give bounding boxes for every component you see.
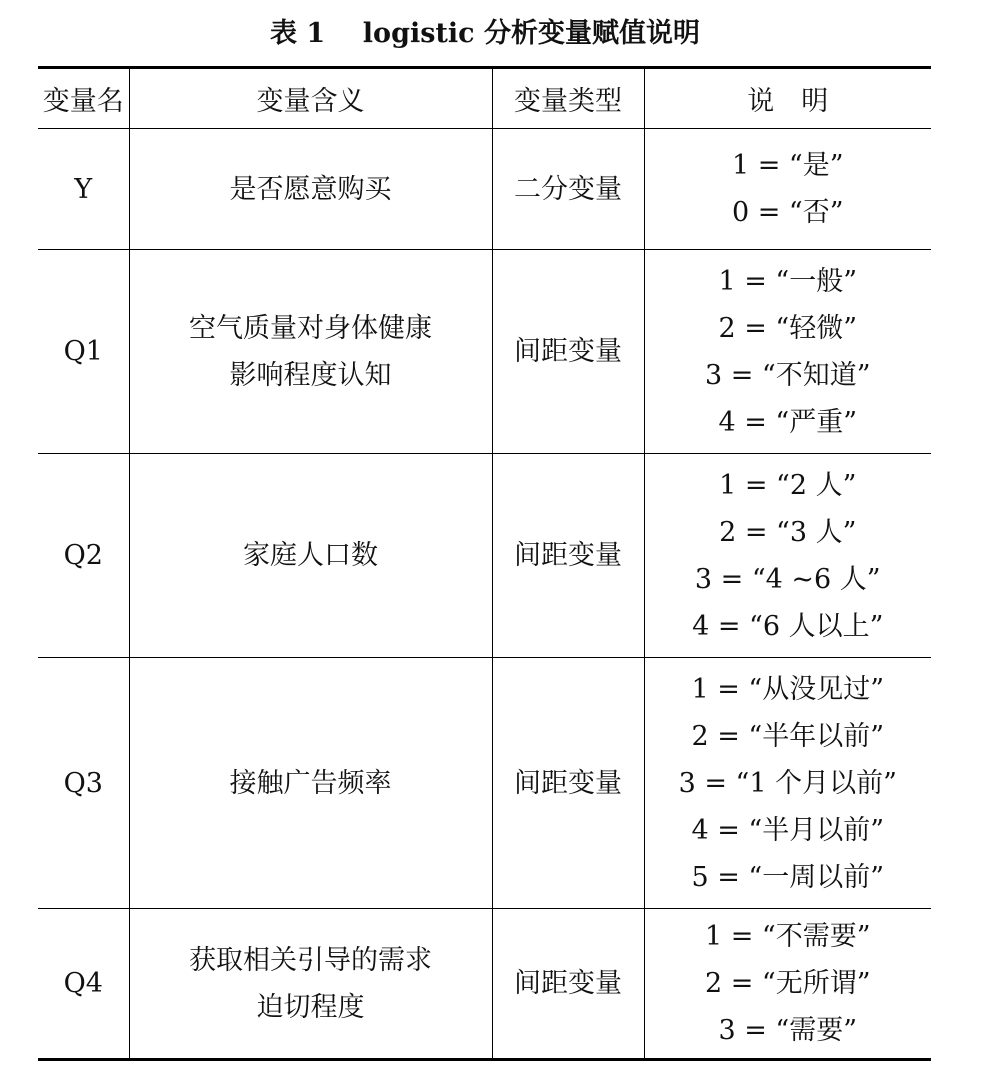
variable-assignment-table — [38, 66, 931, 1061]
header-description: 说 明 — [644, 68, 931, 129]
variable-name-cell: Q1 — [38, 250, 129, 454]
variable-type-cell: 间距变量 — [492, 250, 644, 454]
value-line: 1 = “从没见过” — [691, 673, 885, 705]
value-line: 1 = “一般” — [718, 265, 858, 297]
variable-type-cell: 间距变量 — [492, 909, 644, 1060]
variable-meaning-cell: 接触广告频率 — [129, 658, 492, 909]
header-variable-meaning: 变量含义 — [129, 68, 492, 129]
header-variable-type: 变量类型 — [492, 68, 644, 129]
variable-name-cell: Y — [38, 129, 129, 250]
value-line: 3 = “4 ~6 人” — [694, 563, 881, 595]
header-row — [38, 68, 931, 129]
variable-name-cell: Q4 — [38, 909, 129, 1060]
value-description-cell — [644, 250, 931, 454]
variable-meaning-cell: 是否愿意购买 — [129, 129, 492, 250]
value-line: 1 = “不需要” — [704, 921, 871, 952]
value-description-cell — [644, 129, 931, 250]
variable-type-cell: 二分变量 — [492, 129, 644, 250]
variable-meaning-cell: 家庭人口数 — [129, 454, 492, 658]
table-row — [38, 909, 931, 1060]
value-line: 2 = “无所谓” — [704, 968, 871, 999]
value-line: 4 = “严重” — [718, 406, 858, 438]
value-line: 2 = “轻微” — [718, 312, 858, 344]
value-line: 1 = “2 人” — [719, 469, 857, 501]
table-row — [38, 250, 931, 454]
value-line: 4 = “半月以前” — [691, 814, 885, 846]
value-line: 1 = “是” — [731, 150, 844, 181]
table-row — [38, 129, 931, 250]
value-description-cell — [644, 658, 931, 909]
value-line: 2 = “半年以前” — [691, 720, 885, 752]
table-caption: 表 1 logistic 分析变量赋值说明 — [270, 18, 700, 49]
value-line: 4 = “6 人以上” — [692, 610, 884, 642]
value-line: 3 = “不知道” — [704, 359, 871, 391]
variable-type-cell: 间距变量 — [492, 454, 644, 658]
variable-meaning-cell: 获取相关引导的需求 迫切程度 — [129, 909, 492, 1060]
value-line: 0 = “否” — [731, 197, 844, 228]
variable-name-cell: Q2 — [38, 454, 129, 658]
value-line: 2 = “3 人” — [719, 516, 857, 548]
value-description-cell — [644, 909, 931, 1060]
value-line: 3 = “需要” — [718, 1015, 858, 1046]
table-row — [38, 454, 931, 658]
variable-meaning-cell: 空气质量对身体健康 影响程度认知 — [129, 250, 492, 454]
value-line: 3 = “1 个月以前” — [678, 767, 897, 799]
variable-type-cell: 间距变量 — [492, 658, 644, 909]
value-description-cell — [644, 454, 931, 658]
header-variable-name: 变量名 — [42, 86, 124, 117]
variable-name-cell: Q3 — [38, 658, 129, 909]
value-line: 5 = “一周以前” — [691, 861, 885, 893]
table-row — [38, 658, 931, 909]
